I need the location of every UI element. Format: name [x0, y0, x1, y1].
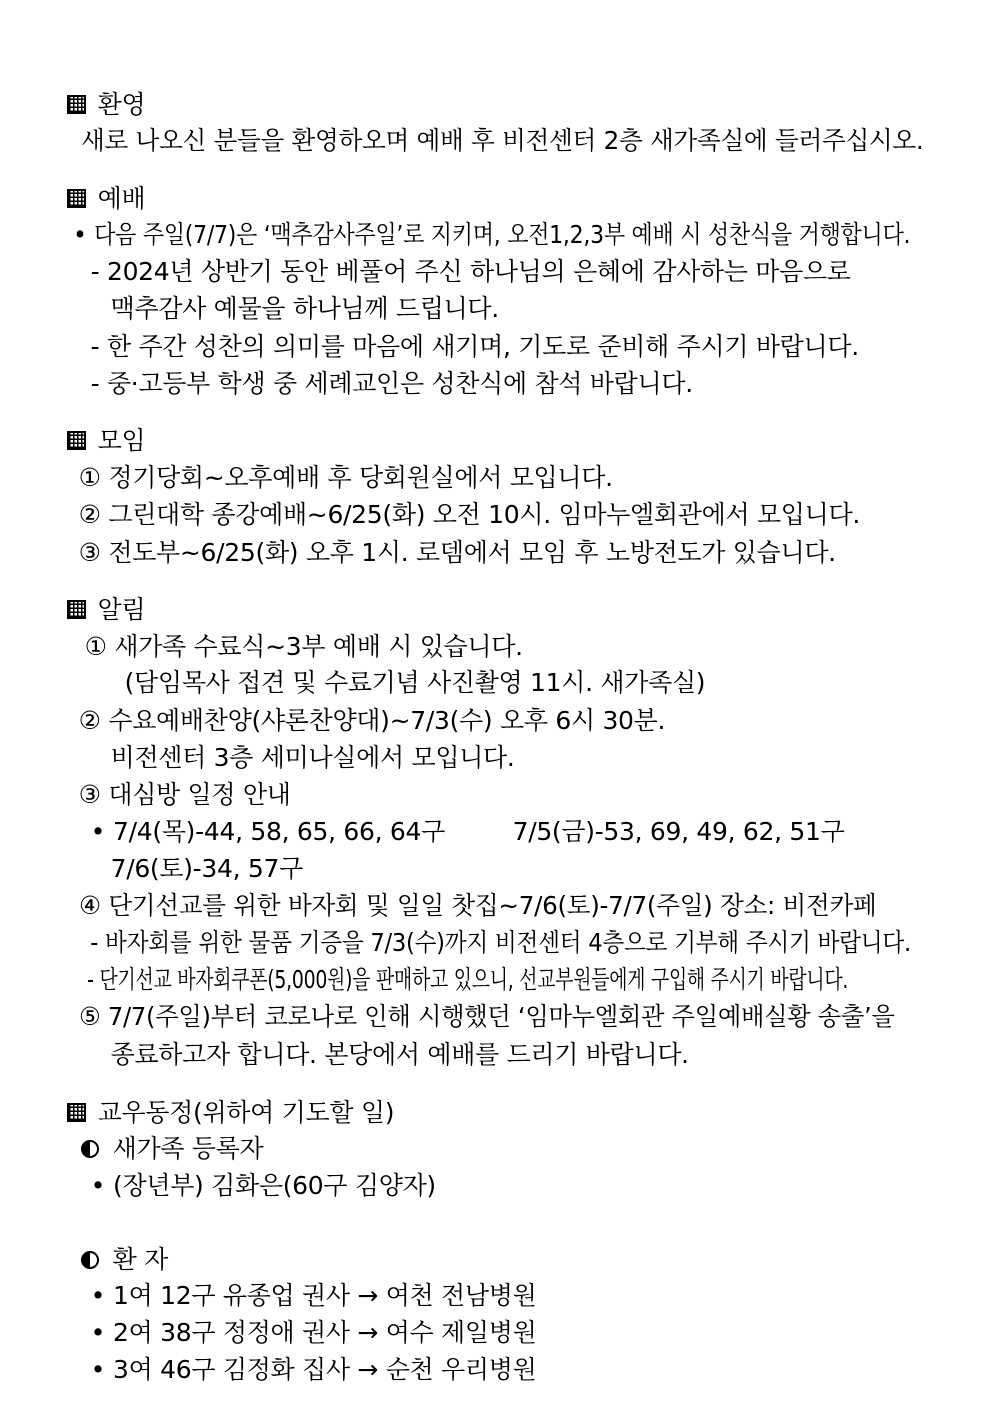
meeting-item-3: ③ 전도부~6/25(화) 오후 1시. 로뎀에서 모임 후 노방전도가 있습니다.: [78, 538, 836, 567]
notice-1-line-2: (담임목사 접견 및 수료기념 사진촬영 11시. 새가족실): [124, 668, 706, 697]
bullet-icon: •: [90, 1355, 106, 1384]
patient-item-2: • 2여 38구 정정애 권사 → 여수 제일병원: [60, 1282, 536, 1384]
notice-2-line-2: 비전센터 3층 세미나실에서 모입니다.: [110, 743, 515, 772]
bullet-icon: •: [90, 817, 106, 846]
meeting-item-2: ② 그린대학 종강예배~6/25(화) 오전 10시. 임마누엘회관에서 모입니다.: [78, 500, 860, 529]
bullet-icon: •: [90, 1318, 106, 1347]
patients-title: 환 자: [50, 1209, 168, 1311]
notice-3-visit-row-1-right: 7/5(금)-53, 69, 49, 62, 51구: [512, 817, 845, 846]
worship-line-4: - 한 주간 성찬의 의미를 마음에 새기며, 기도로 준비해 주시기 바랍니다.: [90, 332, 859, 361]
bullet-icon: •: [72, 220, 87, 249]
patient-item-1: • 1여 12구 유종업 권사 → 여천 전남병원: [60, 1245, 536, 1347]
meeting-item-1: ① 정기당회~오후예배 후 당회원실에서 모입니다.: [78, 463, 613, 492]
bullet-icon: •: [90, 1171, 106, 1200]
notice-2-line-1: ② 수요예배찬양(샤론찬양대)~7/3(수) 오후 6시 30분.: [78, 706, 666, 735]
notice-4-line-3: - 단기선교 바자회쿠폰(5,000원)을 판매하고 있으니, 선교부원들에게 구입해 주시기 바랍니다.: [86, 965, 848, 994]
section-heading-welcome: 환영: [36, 54, 145, 156]
worship-line-1: • 다음 주일(7/7)은 ‘맥추감사주일’로 지키며, 오전1,2,3부 예배 시 성찬식을 거행합니다.: [44, 184, 972, 286]
newcomer-item: • (장년부) 김화은(60구 김양자): [60, 1135, 436, 1237]
notice-1-line-1: ① 새가족 수료식~3부 예배 시 있습니다.: [84, 632, 523, 661]
notice-3-visit-row-2: 7/6(토)-34, 57구: [110, 854, 303, 883]
welcome-text: 새로 나오신 분들을 환영하오며 예배 후 비전센터 2층 새가족실에 들러주십시오.: [80, 126, 924, 155]
section-heading-prayer: 교우동정(위하여 기도할 일): [36, 1062, 394, 1164]
worship-line-3: 맥추감사 예물을 하나님께 드립니다.: [110, 294, 499, 323]
notice-5-line-2: 종료하고자 합니다. 본당에서 예배를 드리기 바랍니다.: [110, 1040, 689, 1069]
patient-item-3: • 3여 46구 김정화 집사 → 순천 우리병원: [60, 1319, 536, 1421]
section-heading-notices: 알림: [36, 559, 145, 661]
bullet-icon: •: [90, 1281, 106, 1310]
section-heading-meetings: 모임: [36, 390, 145, 492]
notice-5-line-1: ⑤ 7/7(주일)부터 코로나로 인해 시행했던 ‘임마누엘회관 주일예배실황 송출’을: [78, 1002, 895, 1031]
section-heading-worship: 예배: [36, 148, 145, 250]
newcomers-title: 새가족 등록자: [50, 1098, 263, 1200]
notice-3-visit-row-1: • 7/4(목)-44, 58, 65, 66, 64구: [60, 781, 445, 883]
worship-line-5: - 중·고등부 학생 중 세례교인은 성찬식에 참석 바랍니다.: [90, 369, 693, 398]
notice-4-line-2: - 바자회를 위한 물품 기증을 7/3(수)까지 비전센터 4층으로 기부해 주시기 바랍니다.: [89, 928, 911, 957]
notice-3-line-1: ③ 대심방 일정 안내: [78, 780, 291, 809]
worship-line-2: - 2024년 상반기 동안 베풀어 주신 하나님의 은혜에 감사하는 마음으로: [90, 257, 851, 286]
notice-4-line-1: ④ 단기선교를 위한 바자회 및 일일 찻집~7/6(토)-7/7(주일) 장소: 비전카페: [78, 891, 877, 920]
